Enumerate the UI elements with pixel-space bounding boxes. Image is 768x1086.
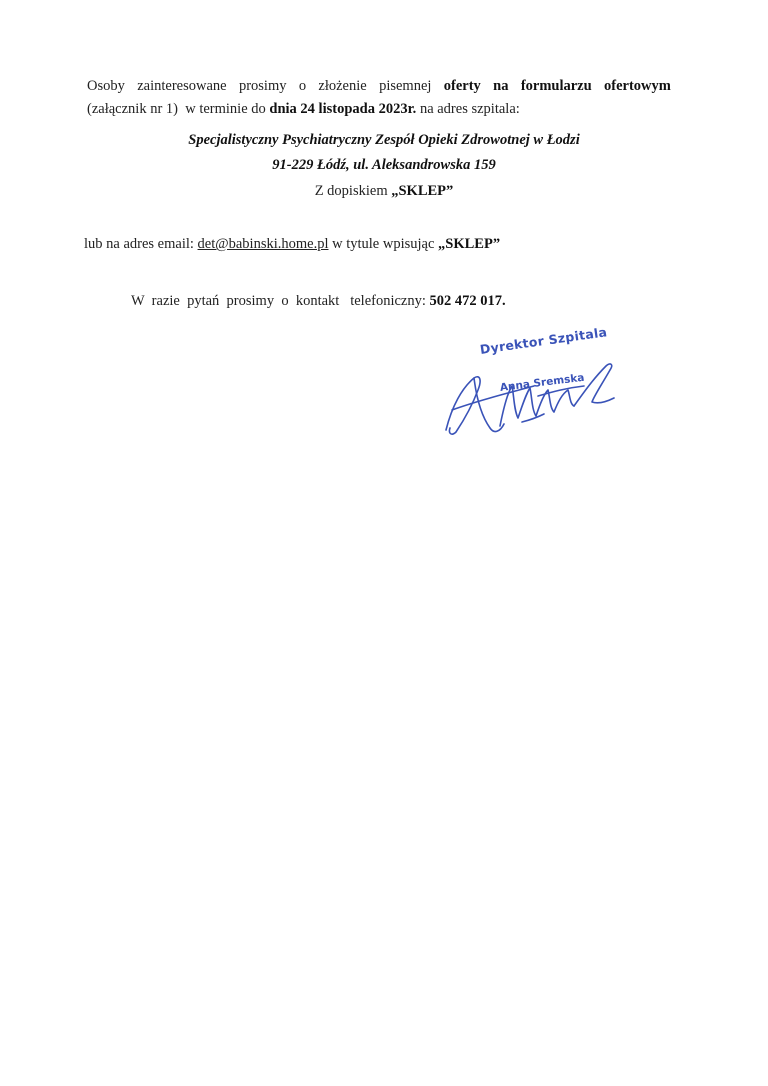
bold-word: ofertowym: [604, 78, 671, 94]
contact-line: [131, 292, 506, 310]
deadline-date: dnia 24 listopada 2023r.: [269, 101, 417, 117]
deadline-suffix: na adres szpitala:: [416, 101, 520, 117]
note-prefix: Z dopiskiem: [314, 183, 392, 199]
paragraph-1-line-1: [87, 77, 671, 95]
email-line: [84, 235, 500, 253]
paragraph-1-line-2: [87, 100, 520, 118]
bold-word: oferty: [443, 78, 481, 94]
phone-number: 502 472 017.: [429, 293, 506, 309]
stamp-title: Dyrektor Szpitala: [478, 324, 609, 357]
stamp-name: Anna Sremska: [499, 371, 586, 394]
address-institution: Specjalistyczny Psychiatryczny Zespół Opieki Zdrowotnej w Łodzi: [188, 132, 580, 148]
email-middle: w tytule wpisując: [328, 236, 439, 252]
bold-word: na: [493, 78, 509, 94]
signature-drawing: [434, 336, 634, 446]
email-keyword: „SKLEP”: [438, 236, 501, 252]
word: zainteresowane: [137, 78, 227, 94]
address-street: 91-229 Łódź, ul. Aleksandrowska 159: [272, 157, 496, 173]
word: prosimy: [238, 78, 287, 94]
word: o: [298, 78, 307, 94]
note-keyword: „SKLEP”: [391, 183, 454, 199]
word: złożenie: [318, 78, 367, 94]
contact-text: W razie pytań prosimy o kontakt telefoniczny:: [131, 293, 430, 309]
word: pisemnej: [379, 78, 432, 94]
bold-word: formularzu: [520, 78, 592, 94]
email-link[interactable]: det@babinski.home.pl: [197, 236, 329, 252]
word: Osoby: [87, 78, 125, 94]
deadline-prefix: (załącznik nr 1) w terminie do: [87, 101, 270, 117]
address-note: [0, 182, 768, 200]
email-prefix: lub na adres email:: [84, 236, 198, 252]
